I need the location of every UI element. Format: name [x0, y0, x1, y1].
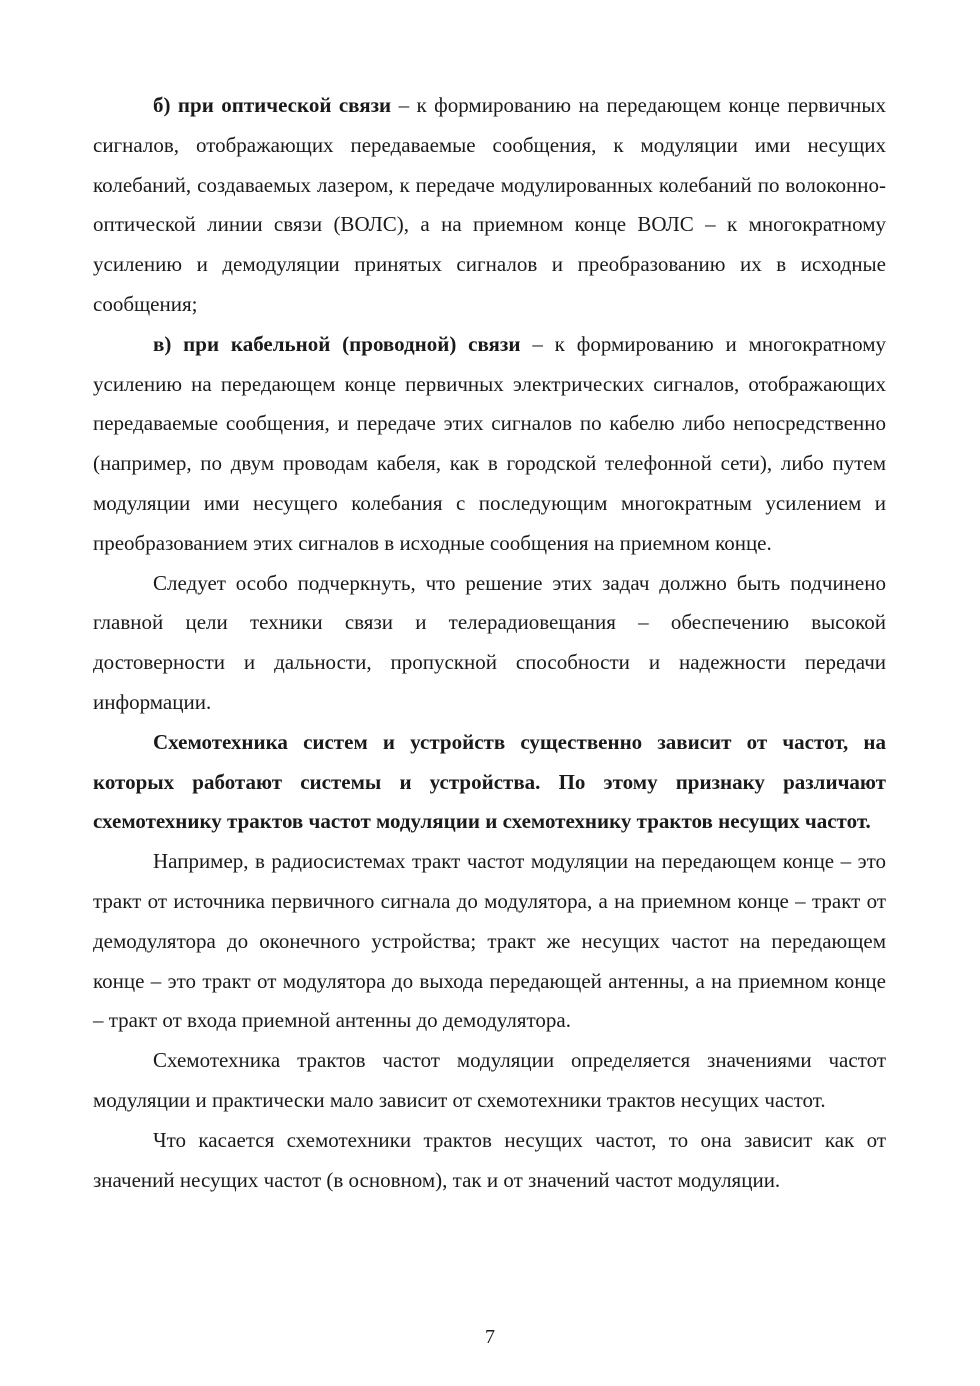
document-page — [93, 86, 886, 1200]
paragraph-radio-example: Например, в радиосистемах тракт частот модуляции на передающем конце – это тракт от источника первичного сигнала до модулятора, а на приемном конце – тракт от демодулятора до оконечного устройства; тракт же несущих частот на передающем конце – это тракт от модулятора до выхода передающей антенны, а на приемном конце – тракт от входа приемной антенны до демодулятора. — [93, 849, 886, 1033]
paragraph-carrier-circuits: Что касается схемотехники трактов несущих частот, то она зависит как от значений несущих частот (в основном), так и от значений частот модуляции. — [93, 1127, 886, 1192]
paragraph-optical-communication — [93, 86, 886, 325]
paragraph-bold-statement: Схемотехника систем и устройств существенно зависит от частот, на которых работают системы и устройства. По этому признаку различают схемотехнику трактов частот модуляции и схемотехнику трактов несущих частот. — [93, 729, 886, 834]
paragraph-cable-communication — [93, 325, 886, 564]
paragraph-modulation-circuits: Схемотехника трактов частот модуляции определяется значениями частот модуляции и практически мало зависит от схемотехники трактов несущих частот. — [93, 1048, 886, 1112]
paragraph-text: – к формированию на передающем конце первичных сигналов, отображающих передаваемые сообщения, к модуляции ими несущих колебаний, создаваемых лазером, к передаче модулированных колебаний по волоконно-оптической линии связи (ВОЛС), а на приемном конце ВОЛС – к многократному усилению и демодуляции принятых сигналов и преобразованию их в исходные сообщения; — [93, 93, 886, 316]
paragraph-lead-bold: б) при оптической связи — [153, 93, 392, 117]
paragraph-lead-bold: в) при кабельной (проводной) связи — [153, 331, 521, 356]
page-number: 7 — [485, 1326, 495, 1348]
paragraph-text: – к формированию и многократному усилению на передающем конце первичных электрических сигналов, отображающих передаваемые сообщения, и передаче этих сигналов по кабелю либо непосредственно (например, по двум проводам кабеля, как в городской телефонной сети), либо путем модуляции ими несущего колебания с последующим многократным усилением и преобразованием этих сигналов в исходные сообщения на приемном конце. — [93, 331, 886, 555]
paragraph-emphasis: Следует особо подчеркнуть, что решение этих задач должно быть подчинено главной цели техники связи и телерадиовещания – обеспечению высокой достоверности и дальности, пропускной способности и надежности передачи информации. — [93, 570, 886, 714]
